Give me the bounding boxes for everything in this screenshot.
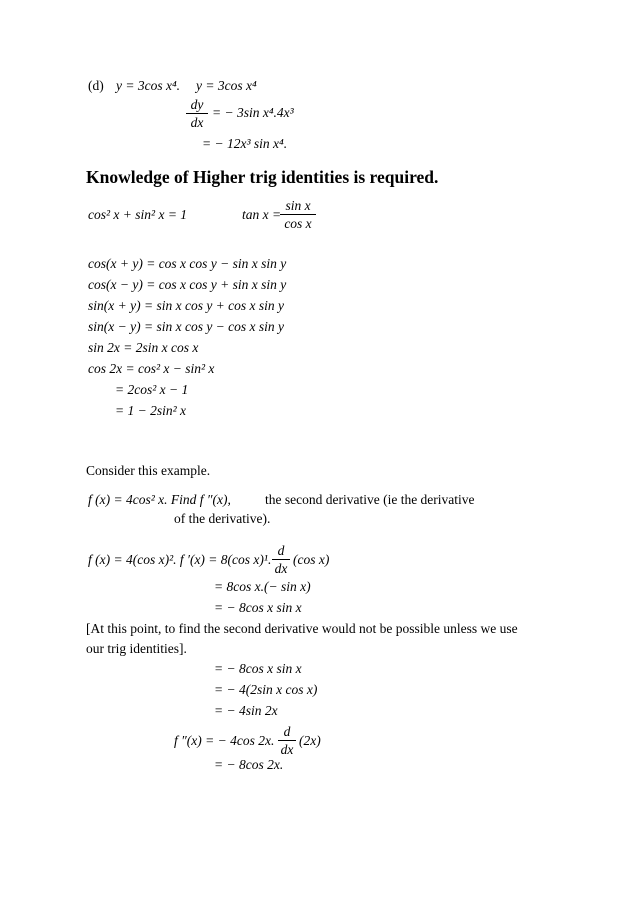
identity-cos-diff: cos(x − y) = cos x cos y + sin x sin y (88, 277, 287, 292)
fraction-denominator: dx (190, 115, 204, 130)
identity-sin-double: sin 2x = 2sin x cos x (88, 340, 199, 355)
example-step-f: = − 8cos 2x. (214, 757, 284, 772)
note-line-2: our trig identities]. (86, 641, 187, 656)
pythagorean-identity: cos² x + sin² x = 1 (88, 207, 188, 222)
example-step-b: = − 8cos x sin x (214, 600, 302, 615)
fraction-numerator: d (283, 724, 291, 739)
second-derivative-lhs: f ″(x) = − 4cos 2x. (174, 733, 275, 748)
example-problem-math: f (x) = 4cos² x. Find f ″(x), (88, 492, 231, 507)
dy-dx-fraction (186, 97, 208, 130)
part-d-given: y = 3cos x⁴. (116, 78, 181, 93)
d-dx-fraction (272, 543, 290, 576)
fraction-bar (278, 740, 296, 741)
part-d-restate: y = 3cos x⁴ (196, 78, 257, 93)
example-problem-text-2: of the derivative). (174, 511, 271, 526)
identity-sin-sum: sin(x + y) = sin x cos y + cos x sin y (88, 298, 285, 313)
section-heading: Knowledge of Higher trig identities is required. (86, 167, 439, 187)
fraction-bar (186, 113, 208, 114)
fraction-numerator: dy (190, 97, 204, 112)
fraction-denominator: cos x (284, 216, 312, 231)
note-line-1: [At this point, to find the second derivative would not be possible unless we use (86, 621, 518, 636)
part-d-label: (d) (88, 78, 104, 93)
fraction-denominator: dx (274, 561, 288, 576)
second-derivative-rhs: (2x) (299, 733, 321, 748)
fraction-bar (272, 559, 290, 560)
identity-cos-double: cos 2x = cos² x − sin² x (88, 361, 215, 376)
example-step-e: = − 4sin 2x (214, 703, 278, 718)
part-d-step-2: = − 12x³ sin x⁴. (202, 136, 288, 151)
example-problem-text-1: the second derivative (ie the derivative (265, 492, 475, 507)
identity-cos-double-alt1: = 2cos² x − 1 (115, 382, 189, 397)
example-step-d: = − 4(2sin x cos x) (214, 682, 318, 697)
fraction-bar (280, 214, 316, 215)
fraction-numerator: d (277, 543, 285, 558)
first-derivative-lhs: f (x) = 4(cos x)². f ′(x) = 8(cos x)¹. (88, 552, 272, 567)
d-dx-fraction-2 (278, 724, 296, 757)
first-derivative-rhs: (cos x) (293, 552, 330, 567)
example-intro: Consider this example. (86, 463, 211, 478)
fraction-numerator: sin x (285, 198, 311, 213)
example-step-c: = − 8cos x sin x (214, 661, 302, 676)
identity-cos-sum: cos(x + y) = cos x cos y − sin x sin y (88, 256, 287, 271)
identity-sin-diff: sin(x − y) = sin x cos y − cos x sin y (88, 319, 285, 334)
identity-cos-double-alt2: = 1 − 2sin² x (115, 403, 187, 418)
example-step-a: = 8cos x.(− sin x) (214, 579, 311, 594)
tan-identity-lhs: tan x = (242, 207, 282, 222)
fraction-denominator: dx (280, 742, 294, 757)
tan-fraction (280, 198, 316, 231)
part-d-step-1: = − 3sin x⁴.4x³ (212, 105, 294, 120)
